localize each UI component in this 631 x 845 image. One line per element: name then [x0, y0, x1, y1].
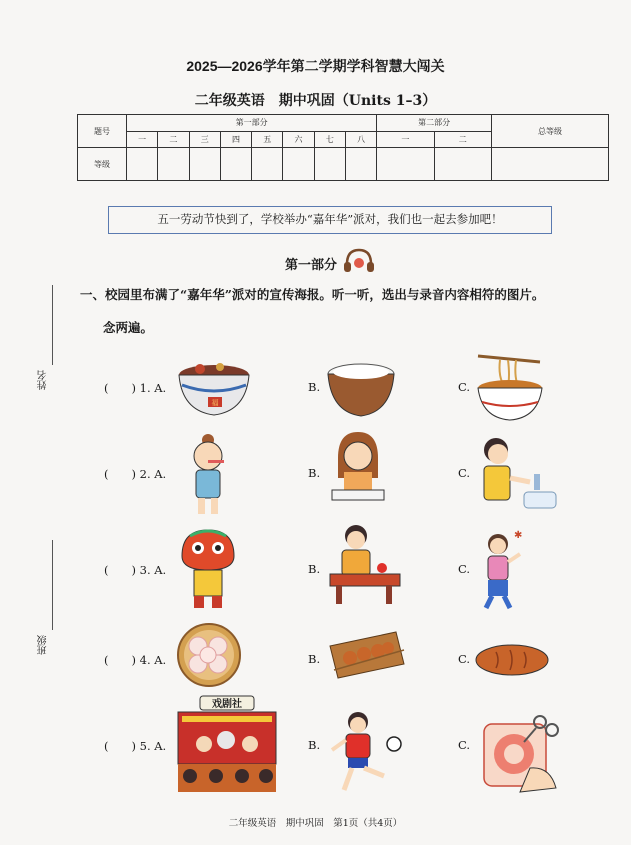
grade-cell[interactable] [158, 148, 189, 181]
part1-number: 二 [158, 131, 189, 148]
question-1-number[interactable]: ( ) 1. A. [104, 381, 167, 395]
grade-cell[interactable] [220, 148, 251, 181]
noodles-bowl-image[interactable] [474, 346, 550, 424]
part1-number: 七 [314, 131, 345, 148]
headphone-icon [342, 246, 376, 276]
class-line[interactable] [52, 540, 53, 630]
option-c-label: C. [458, 466, 471, 480]
name-label: 姓名 [38, 370, 49, 390]
exam-title: 2025—2026学年第二学期学科智慧大闯关 [186, 58, 445, 74]
class-label: 班级 [38, 635, 49, 655]
question-5-number[interactable]: ( ) 5. A. [104, 739, 167, 753]
rice-bowl-image[interactable] [325, 356, 397, 418]
child-washing-hands-image[interactable] [474, 434, 558, 512]
grade-cell[interactable] [252, 148, 283, 181]
part1-number: 一 [127, 131, 158, 148]
paper-cutting-image[interactable] [480, 708, 560, 794]
girl-washing-face-image[interactable] [328, 428, 388, 502]
carnival-banner: 五一劳动节快到了，学校举办“嘉年华”派对，我们也一起去参加吧！ [108, 206, 552, 234]
score-table [77, 114, 609, 181]
porridge-bowl-image[interactable] [176, 353, 252, 419]
option-b-label: B. [308, 466, 321, 480]
part2-header: 第二部分 [377, 115, 492, 132]
bowl-character: 福 [211, 399, 219, 407]
part2-number: 二 [434, 131, 491, 148]
option-c-label: C. [458, 562, 471, 576]
girl-cutting-paper-image[interactable] [326, 522, 404, 606]
part1-number: 五 [252, 131, 283, 148]
option-b-label: B. [308, 380, 321, 394]
steamed-dumplings-image[interactable] [176, 622, 242, 688]
grade-cell[interactable] [189, 148, 220, 181]
option-c-label: C. [458, 652, 471, 666]
bread-loaf-image[interactable] [474, 642, 550, 678]
girl-dancing-image[interactable] [478, 528, 526, 612]
question-3-number[interactable]: ( ) 3. A. [104, 563, 167, 577]
grade-cell[interactable] [434, 148, 491, 181]
grade-cell[interactable] [377, 148, 434, 181]
exam-subtitle: 二年级英语 期中巩固（Units 1–3） [194, 93, 437, 109]
total-grade-label: 总等级 [492, 115, 609, 148]
part2-number: 一 [377, 131, 434, 148]
option-b-label: B. [308, 562, 321, 576]
part1-number: 八 [345, 131, 376, 148]
sparkle-icon: ✱ [514, 530, 523, 541]
part1-number: 六 [283, 131, 314, 148]
option-b-label: B. [308, 652, 321, 666]
part1-header: 第一部分 [127, 115, 377, 132]
page-footer: 二年级英语 期中巩固 第1页（共4页） [228, 818, 403, 829]
drama-club-sign: 戏剧社 [212, 699, 242, 710]
name-line[interactable] [52, 285, 53, 365]
lion-dance-image[interactable] [176, 526, 240, 610]
takoyaki-skewers-image[interactable] [326, 626, 408, 688]
instruction-line1: 一、校园里布满了“嘉年华”派对的宣传海报。听一听，选出与录音内容相符的图片。 [80, 287, 545, 302]
grade-cell[interactable] [314, 148, 345, 181]
grade-cell[interactable] [283, 148, 314, 181]
grade-row-label: 等级 [78, 148, 127, 181]
section-title: 第一部分 [285, 258, 338, 273]
option-c-label: C. [458, 380, 471, 394]
boy-playing-football-image[interactable] [328, 710, 404, 794]
option-c-label: C. [458, 738, 471, 752]
part1-number: 四 [220, 131, 251, 148]
part1-number: 三 [189, 131, 220, 148]
total-grade-cell[interactable] [492, 148, 609, 181]
instruction-line2: 念两遍。 [103, 320, 154, 335]
drama-club-image[interactable] [174, 694, 280, 794]
question-number-label: 题号 [78, 115, 127, 148]
grade-cell[interactable] [345, 148, 376, 181]
option-b-label: B. [308, 738, 321, 752]
boy-brushing-teeth-image[interactable] [182, 430, 234, 516]
grade-cell[interactable] [127, 148, 158, 181]
question-2-number[interactable]: ( ) 2. A. [104, 467, 167, 481]
question-4-number[interactable]: ( ) 4. A. [104, 653, 167, 667]
